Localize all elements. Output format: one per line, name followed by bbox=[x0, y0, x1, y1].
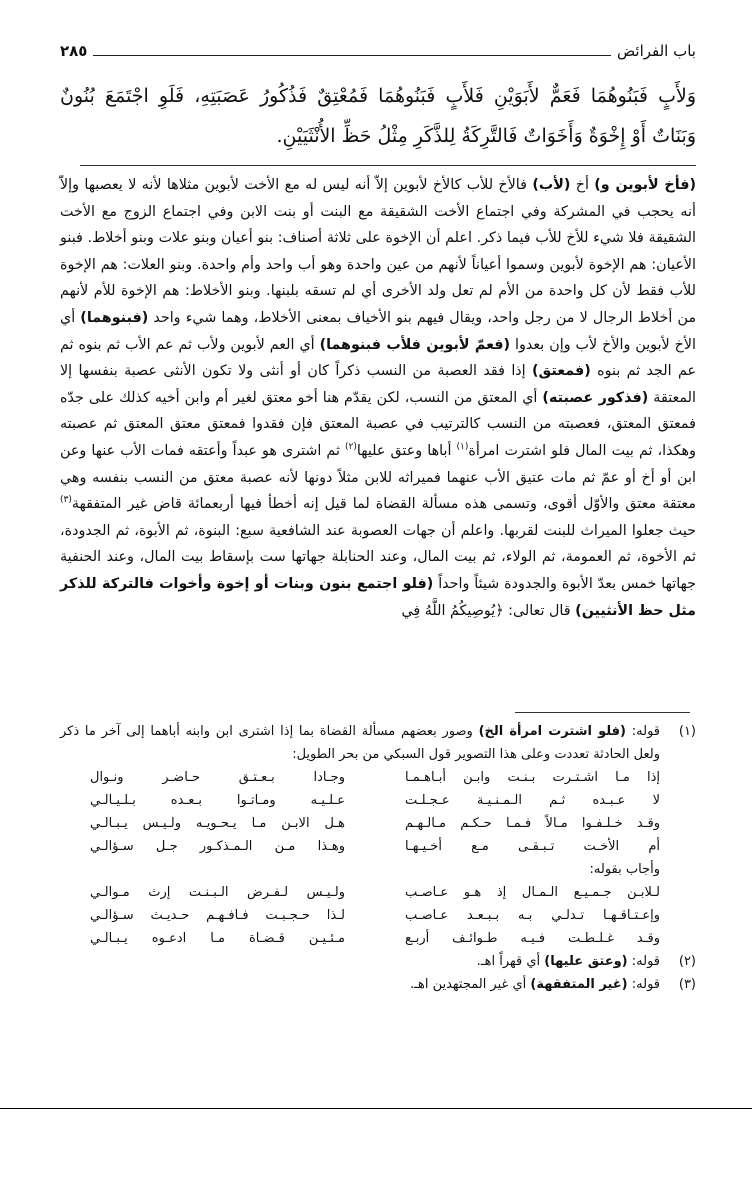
footnote-body: أي غير المجتهدين اهـ. bbox=[410, 977, 531, 992]
verse-first-half: وقـد غـلـطـت فـيـه طـوائـف أربـع bbox=[405, 931, 660, 946]
footnote-1 bbox=[60, 720, 696, 766]
verse-second-half: لـذا حـجـبـت فـافـهـم حـديـث سـؤالـي bbox=[90, 908, 345, 923]
verse-second-half: عـلـيـه ومـاتـوا بـعـده بـلـيـالـي bbox=[90, 793, 345, 808]
poem-verse bbox=[60, 904, 660, 927]
commentary-segment: ثم اشترى هو عبداً وأعتقه فمات الأب عنها وعن ابن أو أخ أو عمّ ثم مات عتيق الأب عنهما فميراثه للابن مثلاً دونها لأنه عصبة معتق من النسب بنفسه وهي معتقة معتق والأوّل أقوى، وتسمى هذه مسألة القضاة لما قيل إنه أخطأ فيها أربعمائة قاض غير المتفقهة bbox=[60, 442, 696, 513]
poem-verse bbox=[60, 881, 660, 904]
verse-first-half: وقـد خـلـفـوا مـالاً فـمـا حـكـم مـالـهـم bbox=[405, 816, 660, 831]
footnote-ref[interactable]: (٢) bbox=[345, 442, 357, 453]
commentary-segment: إذا فقد العصبة من النسب ذكراً كان أو أنثى ولا تكون الأنثى عصبة بنفسها إلا المعتقة bbox=[60, 363, 696, 406]
commentary-segment: أخ bbox=[570, 177, 595, 193]
verse-second-half: مـئـيـن قـضـاة مـا ادعـوه يـبـالـي bbox=[90, 931, 345, 946]
commentary-segment: أي العم لأبوين ولأب ثم عم الأب ثم بنوه ثم عم الجد ثم بنوه bbox=[60, 336, 696, 380]
verse-first-half: وإعـتـاقـهـا تـدلـي بـه بـبـعـد عـاصـب bbox=[405, 908, 660, 923]
footnote-number: (٢) bbox=[678, 954, 696, 969]
footnote-number: (١) bbox=[678, 724, 696, 739]
page-bottom-rule bbox=[0, 1108, 752, 1109]
poem-answer bbox=[60, 881, 696, 950]
matn-line: وَلأَبٍ فَبَنُوهُمَا فَعَمٌّ لأَبَوَيْنِ فَلأَبٍ فَبَنُوهُمَا فَمُعْتِقٌ فَذُكُورُ عَصَبَتِهِ، فَلَوِ اجْتَمَعَ بُنُونٌ وَبَنَاتٌ bbox=[60, 85, 696, 147]
footnote-text bbox=[60, 720, 660, 766]
quoted-matn: (فذكور عصبته) bbox=[542, 389, 649, 406]
footnote-separator bbox=[515, 712, 690, 713]
footnote-intro: قوله: bbox=[627, 954, 660, 969]
poem-verse bbox=[60, 766, 660, 789]
chapter-title: باب الفرائض bbox=[617, 42, 696, 60]
footnote-quote: (فلو اشترت امرأة الخ) bbox=[478, 724, 627, 739]
verse-second-half: ولـيـس لـفـرض الـبـنـت إرث مـوالـي bbox=[90, 885, 345, 900]
footnote-intro: قوله: bbox=[627, 977, 660, 992]
matn-text bbox=[60, 76, 696, 156]
footnote-2 bbox=[60, 950, 696, 973]
poem-verse bbox=[60, 812, 660, 835]
header-rule bbox=[93, 55, 611, 56]
poem-verse bbox=[60, 789, 660, 812]
matn-separator bbox=[80, 165, 696, 166]
quoted-matn: (فمعتق) bbox=[531, 363, 591, 380]
verse-second-half: وجـادا بـعـتـق حـاضـر ونـوال bbox=[90, 770, 345, 785]
verse-first-half: أم الأخـت تـبـقـى مـع أخـيـهـا bbox=[405, 839, 660, 854]
commentary-text bbox=[60, 172, 696, 624]
poem-verse bbox=[60, 927, 660, 950]
poem-verse bbox=[60, 835, 660, 858]
footnote-body: أي قهراً اهـ. bbox=[476, 954, 545, 969]
poem-question bbox=[60, 766, 696, 858]
footnote-ref[interactable]: (٣) bbox=[60, 495, 72, 506]
footnote-text bbox=[60, 950, 660, 973]
verse-second-half: هـل الابـن مـا يـحـويـه ولـيـس يـبـالـي bbox=[90, 816, 345, 831]
quoted-matn: (لأب) bbox=[532, 177, 571, 193]
commentary-segment: قال تعالى: ﴿يُوصِيكُمُ اللَّهُ فِي bbox=[401, 602, 576, 619]
verse-first-half: إذا مـا اشـتـرت بـنـت وابـن أبـاهـمـا bbox=[405, 770, 660, 785]
footnote-body: وصور بعضهم مسألة القضاة بما إذا اشترى ابن وابنه أباهما إلى آخر ما ذكر ولعل الحادثة تعددت وعلى هذا التصوير قول السبكي من بحر الطويل: bbox=[60, 724, 660, 762]
footnote-quote: (وعتق عليها) bbox=[544, 954, 628, 969]
commentary-segment: أي المعتق من النسب، لكن يقدّم هنا أخو معتق لغير أم وابن أخيه كذلك على جدّه فمعتق المعتق، فعصبته من النسب كالترتيب في عصبة المعتق فإن فقدوا فمعتق معتق المعتق ثم عصبته وهكذا، ثم بيت المال فلو اشترت امرأة bbox=[60, 389, 696, 459]
quoted-matn: (فأخ لأبوين و) bbox=[594, 177, 696, 193]
matn-line: أَوْ إِخْوَةٌ وَأَخَوَاتٌ فَالتَّرِكَةُ لِلذَّكَرِ مِثْلُ حَظِّ الأُنْثَيَيْنِ. bbox=[276, 125, 647, 147]
answer-intro: وأجاب بقوله: bbox=[589, 862, 660, 877]
footnotes bbox=[60, 720, 696, 996]
quoted-matn: (فلو اجتمع بنون وبنات أو إخوة وأخوات فالتركة للذكر مثل حظ الأنثيين) bbox=[60, 575, 696, 619]
footnote-3 bbox=[60, 973, 696, 996]
footnote-quote: (غير المتفقهة) bbox=[530, 977, 628, 992]
footnote-intro: قوله: bbox=[626, 724, 661, 739]
quoted-matn: (فعمّ لأبوين فلأب فبنوهما) bbox=[319, 336, 511, 353]
page-number: ٢٨٥ bbox=[60, 42, 88, 60]
verse-first-half: لـلابـن جـمـيـع الـمـال إذ هـو عـاصـب bbox=[405, 885, 660, 900]
commentary-segment: أباها وعتق عليها bbox=[356, 442, 457, 459]
quoted-matn: (فبنوهما) bbox=[80, 309, 149, 326]
commentary-segment: حيث جعلوا الميراث للبنت لقربها. واعلم أن جهات العصوبة عند الشافعية سبع: البنوة، ثم الأبوة، ثم الجدودة، ثم الأخوة، ثم العمومة، ثم الولاء، ثم بيت المال، وعند الحنابلة جهاتها ست بإسقاط بيت المال، وعند الحنفية جهاتها خمس بعدّ الأبوة والجدودة شيئاً واحداً bbox=[60, 522, 696, 592]
footnote-ref[interactable]: (١) bbox=[456, 442, 469, 453]
commentary-segment: فالأخ للأب كالأخ لأبوين إلاّ أنه ليس له مع الأخت لأبوين مثلاها لأنه لا يعصبها وإلاّ أنه يحجب في المشركة وفي اجتماع الأخت الشقيقة مع البنت أو بنت الابن وفي اجتماع الزوج مع الأخت الشقيقة فلا شيء للأخ للأب فيما ذكر. اعلم أن الإخوة على ثلاثة أصناف: بنو أعيان وبنو علات وبنو أخلاط. فبنو الأعيان: هم الإخوة لأبوين وسموا أعياناً لأنهم من عين واحدة وهو أب واحد وأم واحدة. وبنو العلات: هم الإخوة للأب فقط لأن كل واحدة من الأم لم تعل ولد الأخرى أي لم تسقه بلبنها. وبنو الأخلاط: هم الإخوة للأم لأنهم من أخلاط الرجال لا من رجل واحد، ويقال فيهم بنو الأخياف بمعنى الأخلاط، وهما شيء واحد bbox=[60, 177, 697, 326]
running-header bbox=[60, 36, 696, 60]
footnote-text bbox=[60, 973, 660, 996]
footnote-number: (٣) bbox=[678, 977, 696, 992]
commentary-segment: أي الأخ لأبوين والأخ لأب وإن بعدوا bbox=[60, 309, 696, 353]
verse-second-half: وهـذا مـن الـمـذكـور جـل سـؤالـي bbox=[90, 839, 345, 854]
verse-first-half: لا عـبـده ثـم الـمـنـيـة عـجـلـت bbox=[405, 793, 660, 808]
